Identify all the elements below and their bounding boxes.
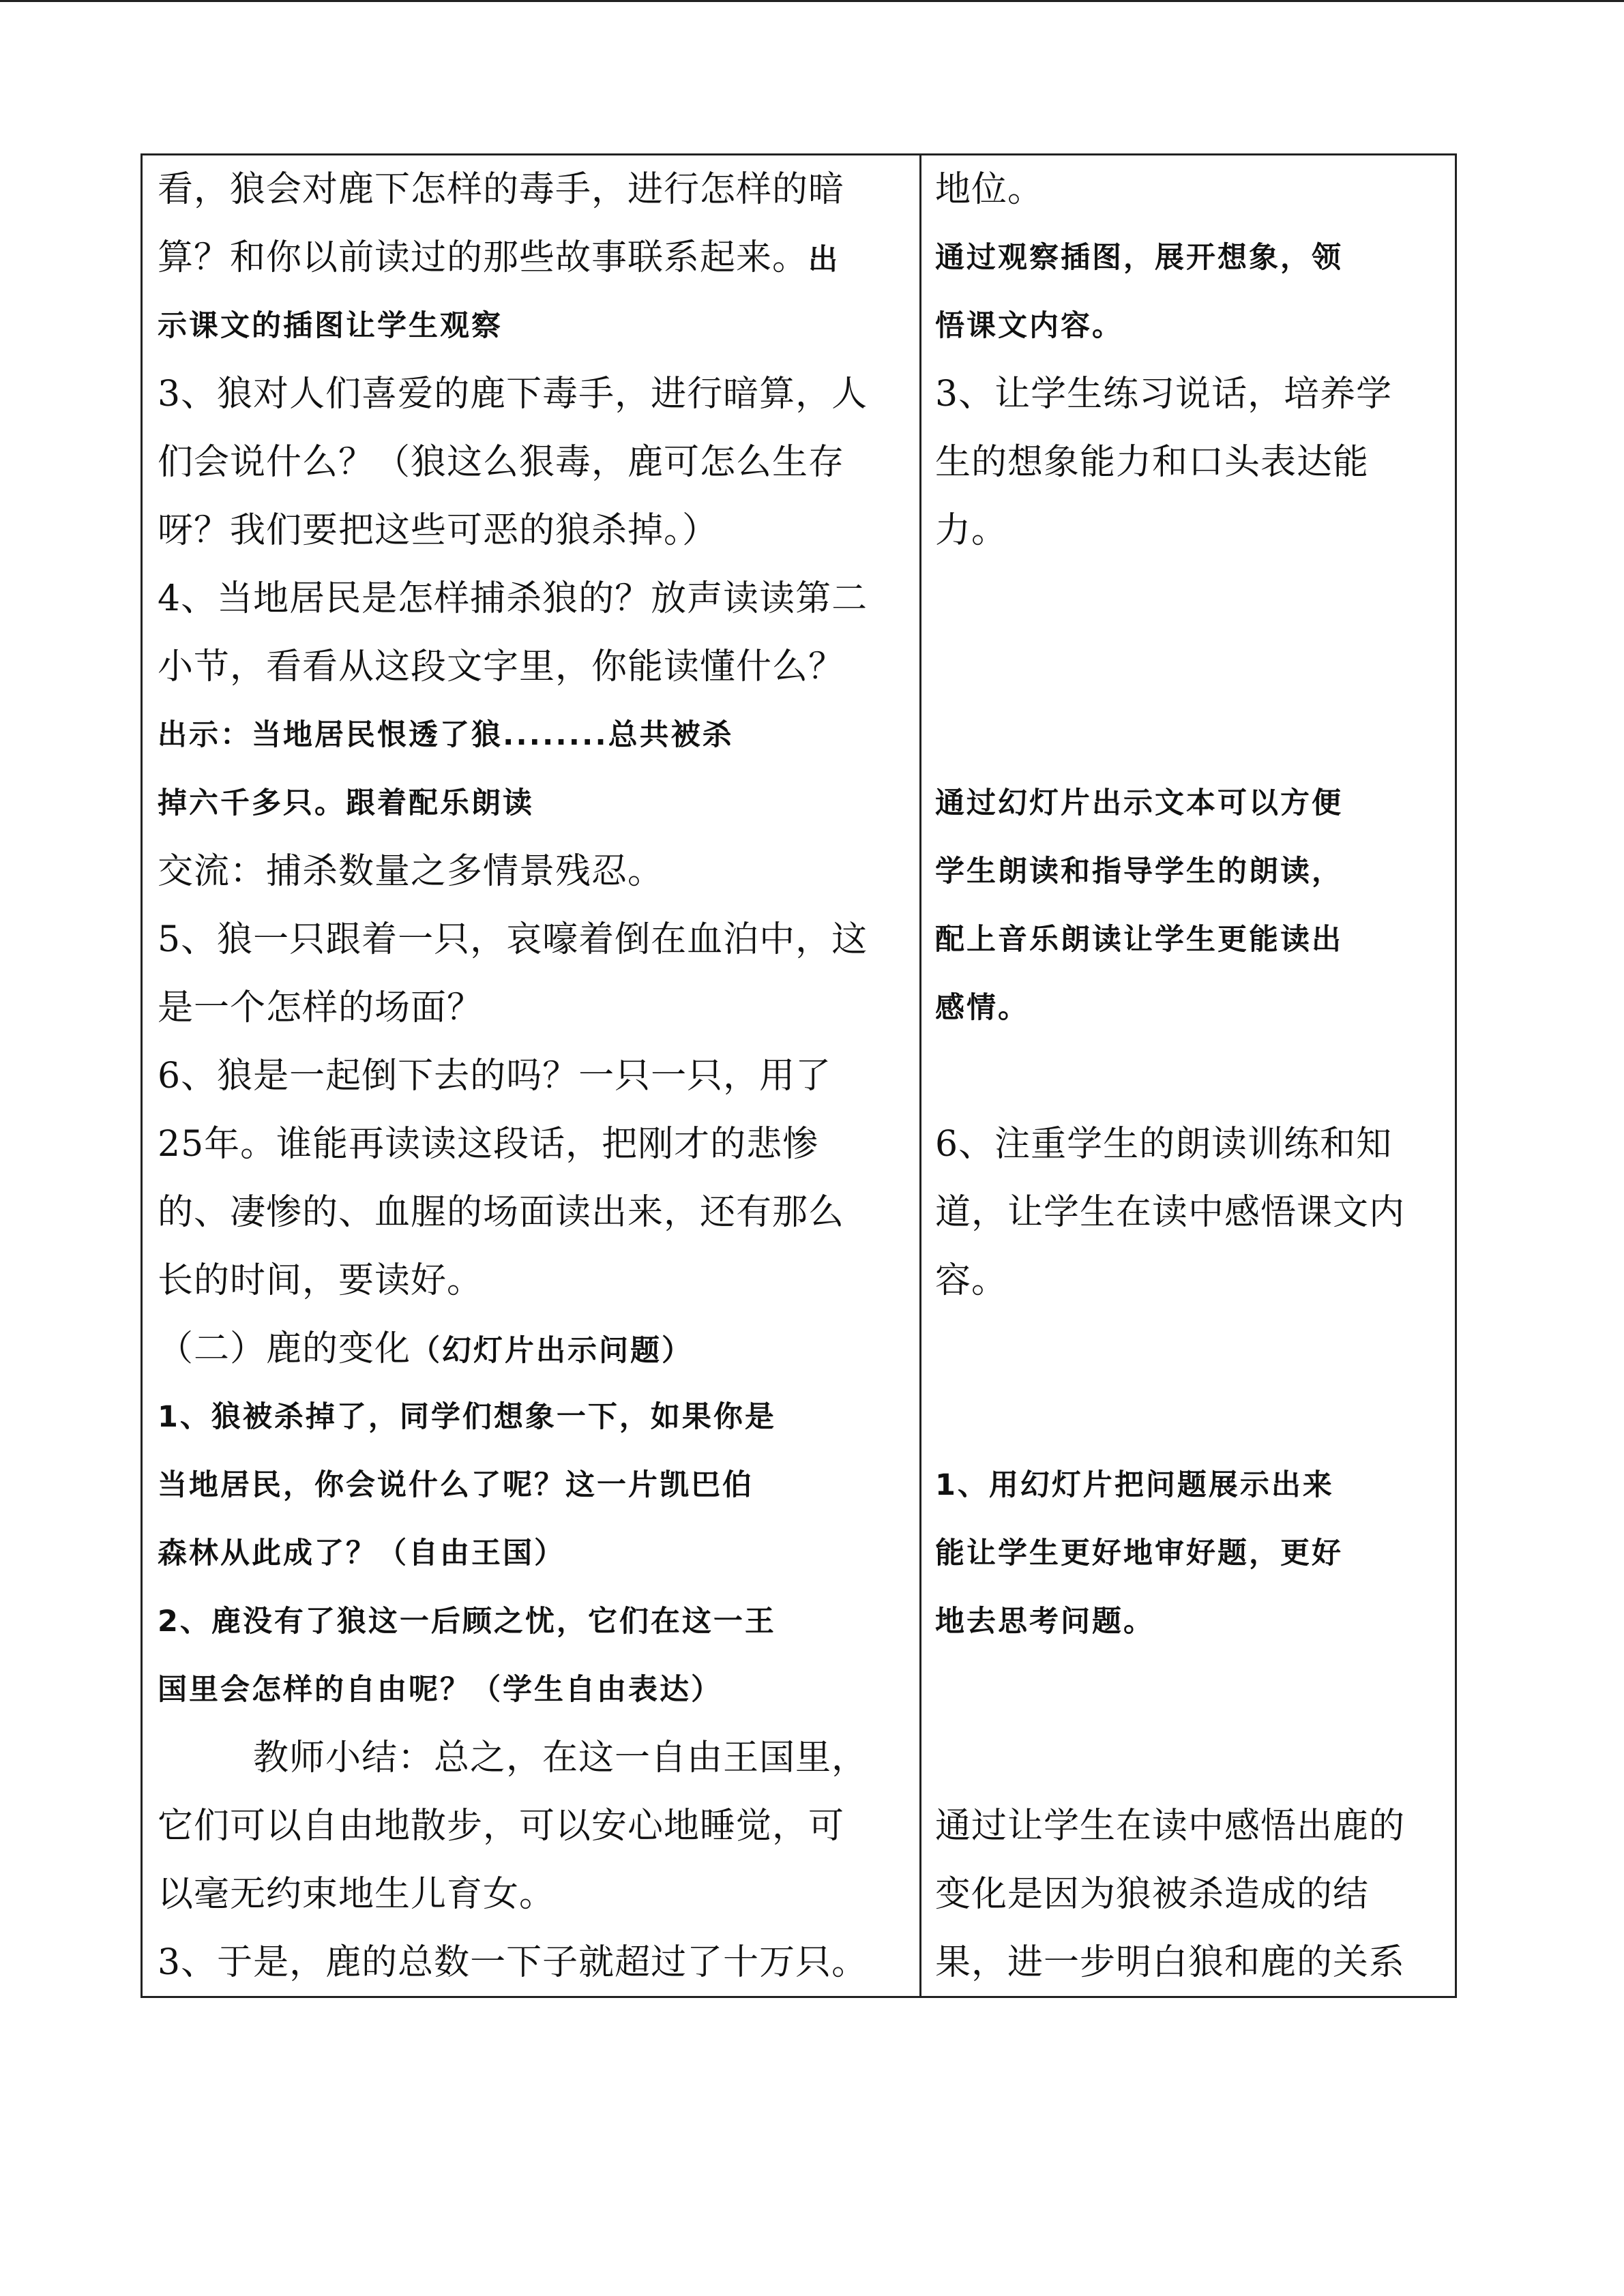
left-line: 呀？我们要把这些可恶的狼杀掉。） (158, 510, 719, 551)
left-line: 3、于是，鹿的总数一下子就超过了十万只。 (158, 1942, 868, 1983)
right-line: 通过观察插图，展开想象，领 (935, 241, 1343, 275)
left-line: 2、鹿没有了狼这一后顾之忧，它们在这一王 (158, 1605, 776, 1639)
left-line: 算？和你以前读过的那些故事联系起来。出 (158, 237, 840, 278)
left-line: 25年。谁能再读读这段话，把刚才的悲惨 (158, 1124, 819, 1165)
right-line: 能让学生更好地审好题，更好 (935, 1536, 1343, 1570)
left-line: 交流：捕杀数量之多情景残忍。 (158, 851, 664, 892)
right-line: 3、让学生练习说话，培养学 (935, 374, 1393, 415)
left-line: 们会说什么？（狼这么狠毒，鹿可怎么生存 (158, 442, 845, 483)
left-line: 出示：当地居民恨透了狼........总共被杀 (158, 718, 734, 752)
left-line: 森林从此成了？（自由王国） (158, 1536, 565, 1570)
left-line: 国里会怎样的自由呢？（学生自由表达） (158, 1673, 722, 1707)
column-divider (919, 155, 921, 1996)
left-line: 以毫无约束地生儿育女。 (158, 1874, 556, 1915)
right-line: 果，进一步明白狼和鹿的关系 (935, 1942, 1406, 1983)
left-line: 掉六千多只。跟着配乐朗读 (158, 786, 534, 820)
right-line: 悟课文内容。 (935, 309, 1123, 343)
left-line: 看，狼会对鹿下怎样的毒手，进行怎样的暗 (158, 169, 845, 210)
left-line: 示课文的插图让学生观察 (158, 309, 503, 343)
left-line: 6、狼是一起倒下去的吗？一只一只，用了 (158, 1056, 832, 1097)
left-line: 3、狼对人们喜爱的鹿下毒手，进行暗算，人 (158, 374, 868, 415)
right-line: 感情。 (935, 991, 1029, 1025)
right-line: 变化是因为狼被杀造成的结 (935, 1874, 1370, 1915)
left-line: 4、当地居民是怎样捕杀狼的？放声读读第二 (158, 578, 868, 619)
teacher-summary: 教师小结：总之，在这一自由王国里， (253, 1738, 868, 1778)
right-line: 6、注重学生的朗读训练和知 (935, 1124, 1393, 1165)
left-line: 是一个怎样的场面？ (158, 987, 484, 1028)
right-line: 生的想象能力和口头表达能 (935, 442, 1370, 483)
right-line: 道，让学生在读中感悟课文内 (935, 1192, 1406, 1233)
right-line: 地去思考问题。 (935, 1605, 1155, 1639)
page-top-rule (0, 0, 1624, 2)
right-line: 地位。 (935, 169, 1044, 210)
right-line: 配上音乐朗读让学生更能读出 (935, 923, 1343, 957)
left-line: 它们可以自由地散步，可以安心地睡觉，可 (158, 1806, 845, 1847)
lesson-plan-table (141, 153, 1457, 1998)
left-line: 的、凄惨的、血腥的场面读出来，还有那么 (158, 1192, 845, 1233)
left-line: 小节，看看从这段文字里，你能读懂什么？ (158, 646, 845, 687)
left-line: 长的时间，要读好。 (158, 1260, 484, 1301)
right-line: 力。 (935, 510, 1008, 551)
right-line: 通过让学生在读中感悟出鹿的 (935, 1806, 1406, 1847)
section-heading-deer-change: （二）鹿的变化（幻灯片出示问题） (158, 1328, 694, 1369)
left-line: 当地居民，你会说什么了呢？这一片凯巴伯 (158, 1468, 754, 1502)
right-line: 容。 (935, 1260, 1008, 1301)
right-line: 学生朗读和指导学生的朗读， (935, 854, 1343, 889)
right-line: 1、用幻灯片把问题展示出来 (935, 1468, 1334, 1502)
right-line: 通过幻灯片出示文本可以方便 (935, 786, 1343, 820)
left-line: 1、狼被杀掉了，同学们想象一下，如果你是 (158, 1400, 776, 1434)
left-line: 5、狼一只跟着一只，哀嚎着倒在血泊中，这 (158, 919, 868, 960)
